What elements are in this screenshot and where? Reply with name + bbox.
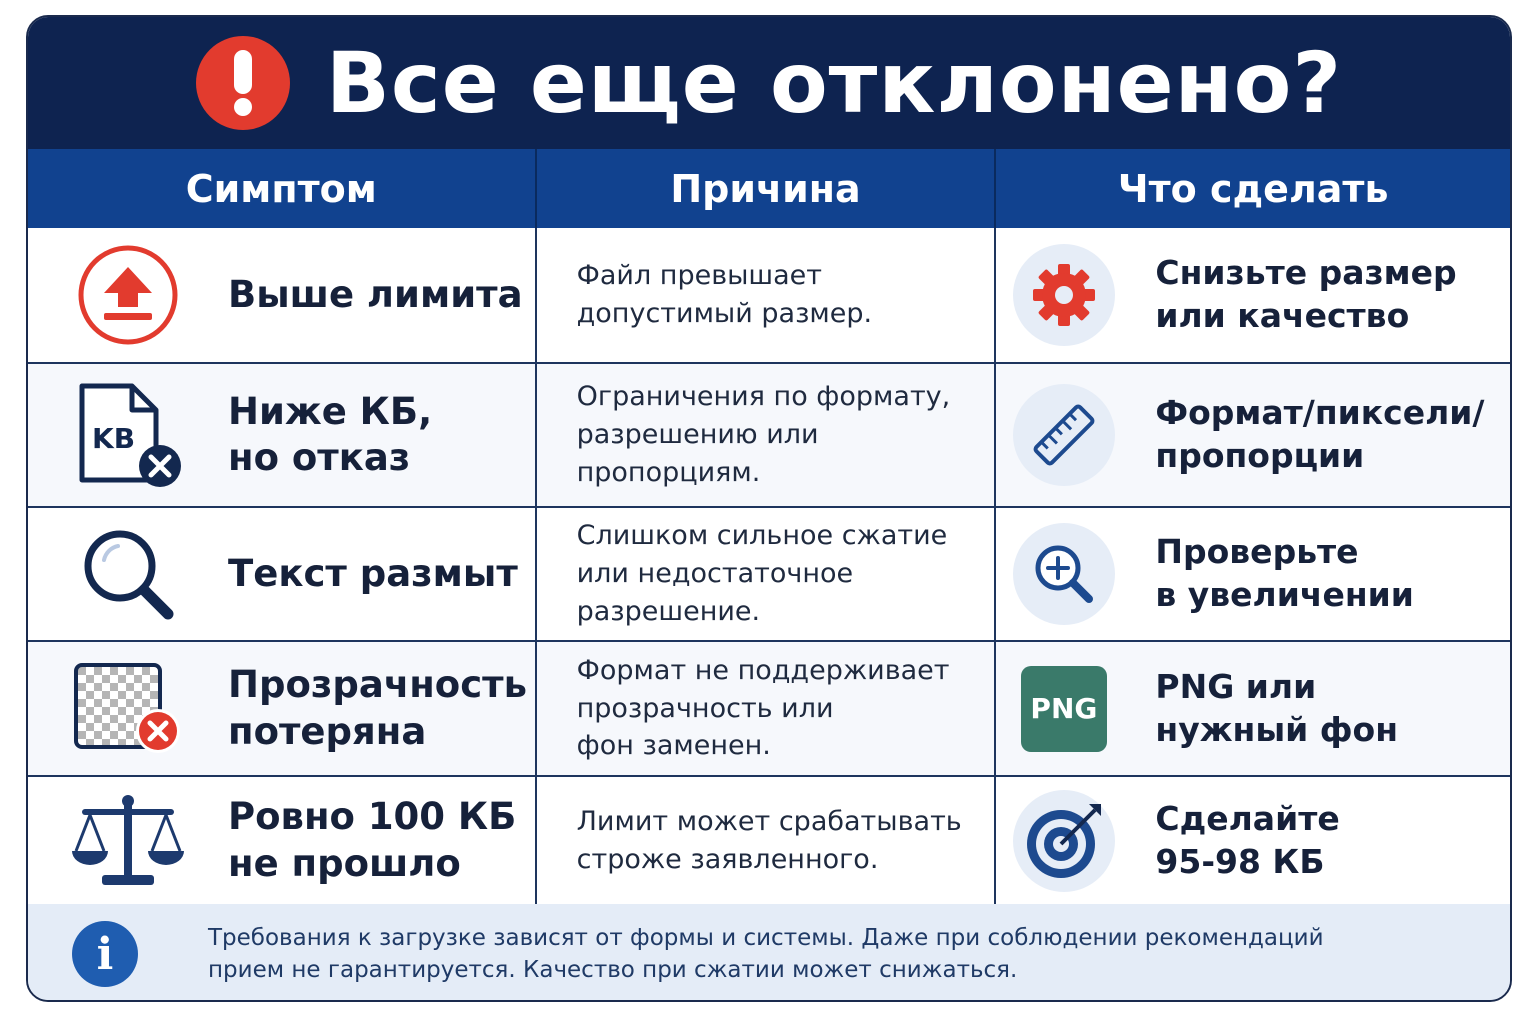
transparency-lost-icon — [28, 659, 228, 759]
disclaimer-line: прием не гарантируется. Качество при сжатии может снижаться. — [208, 957, 1018, 983]
disclaimer-footer — [28, 904, 1510, 1002]
table-row — [28, 508, 1510, 642]
disclaimer-text — [208, 922, 1324, 986]
cause-text: Формат не поддерживает прозрачность или фон заменен. — [576, 654, 950, 762]
cause-text: Файл превышает допустимый размер. — [576, 260, 873, 329]
cause-cell — [537, 228, 997, 362]
symptom-cell — [28, 777, 537, 904]
page-title: Все еще отклонено? — [325, 34, 1343, 132]
column-header-action: Что сделать — [1117, 166, 1389, 211]
exclamation-icon — [196, 36, 290, 130]
file-kb-label: KB — [92, 422, 136, 455]
column-header-symptom: Симптом — [28, 149, 537, 228]
title-bar — [28, 17, 1510, 149]
table-row — [28, 228, 1510, 364]
symptom-cell — [28, 642, 537, 775]
action-icon-wrap — [996, 384, 1131, 486]
action-icon-wrap — [996, 523, 1131, 625]
action-cell — [996, 642, 1510, 775]
table-row — [28, 777, 1510, 904]
action-cell — [996, 508, 1510, 640]
disclaimer-line: Требования к загрузке зависят от формы и системы. Даже при соблюдении рекомендаций — [208, 924, 1324, 951]
symptom-cell — [28, 508, 537, 640]
scales-icon — [28, 793, 228, 889]
symptom-cell — [28, 364, 537, 506]
file-kb-rejected-icon — [28, 380, 228, 490]
cause-cell — [537, 642, 997, 775]
cause-cell — [537, 364, 997, 506]
cause-text: Слишком сильное сжатие или недостаточное разрешение. — [576, 520, 948, 627]
target-icon — [1013, 790, 1115, 892]
action-text: PNG или нужный фон — [1155, 666, 1399, 749]
action-icon-wrap — [996, 790, 1131, 892]
symptom-text: Ниже КБ, но отказ — [228, 389, 433, 479]
magnifier-icon — [28, 524, 228, 624]
symptom-cell — [28, 228, 537, 362]
action-text: Формат/пиксели/ пропорции — [1155, 393, 1485, 475]
zoom-in-icon — [1013, 523, 1115, 625]
table-header — [28, 149, 1510, 228]
gear-icon — [1013, 244, 1115, 346]
png-badge-icon: PNG — [1021, 666, 1107, 752]
cause-cell — [537, 508, 997, 640]
symptom-text: Ровно 100 КБ не прошло — [228, 795, 517, 885]
cause-cell — [537, 777, 997, 904]
cause-text: Лимит может срабатывать строже заявленного. — [576, 805, 962, 875]
action-cell — [996, 228, 1510, 362]
action-text: Проверьте в увеличении — [1155, 532, 1414, 614]
action-text: Снизьте размер или качество — [1155, 253, 1457, 335]
symptom-text: Прозрачность потеряна — [228, 663, 527, 753]
table-row — [28, 642, 1510, 777]
table-body — [28, 228, 1510, 904]
info-icon: i — [72, 921, 138, 987]
column-header-cause: Причина — [537, 149, 997, 228]
cause-text: Ограничения по формату, разрешению или пропорциям. — [576, 381, 951, 488]
action-icon-wrap — [996, 666, 1131, 752]
symptom-text: Текст размыт — [228, 551, 518, 595]
table-row — [28, 364, 1510, 508]
ruler-icon — [1013, 384, 1115, 486]
info-card — [26, 15, 1512, 1002]
action-cell — [996, 777, 1510, 904]
action-cell — [996, 364, 1510, 506]
upload-icon — [28, 243, 228, 347]
action-text: Сделайте 95-98 КБ — [1155, 798, 1340, 881]
action-icon-wrap — [996, 244, 1131, 346]
symptom-text: Выше лимита — [228, 272, 523, 316]
